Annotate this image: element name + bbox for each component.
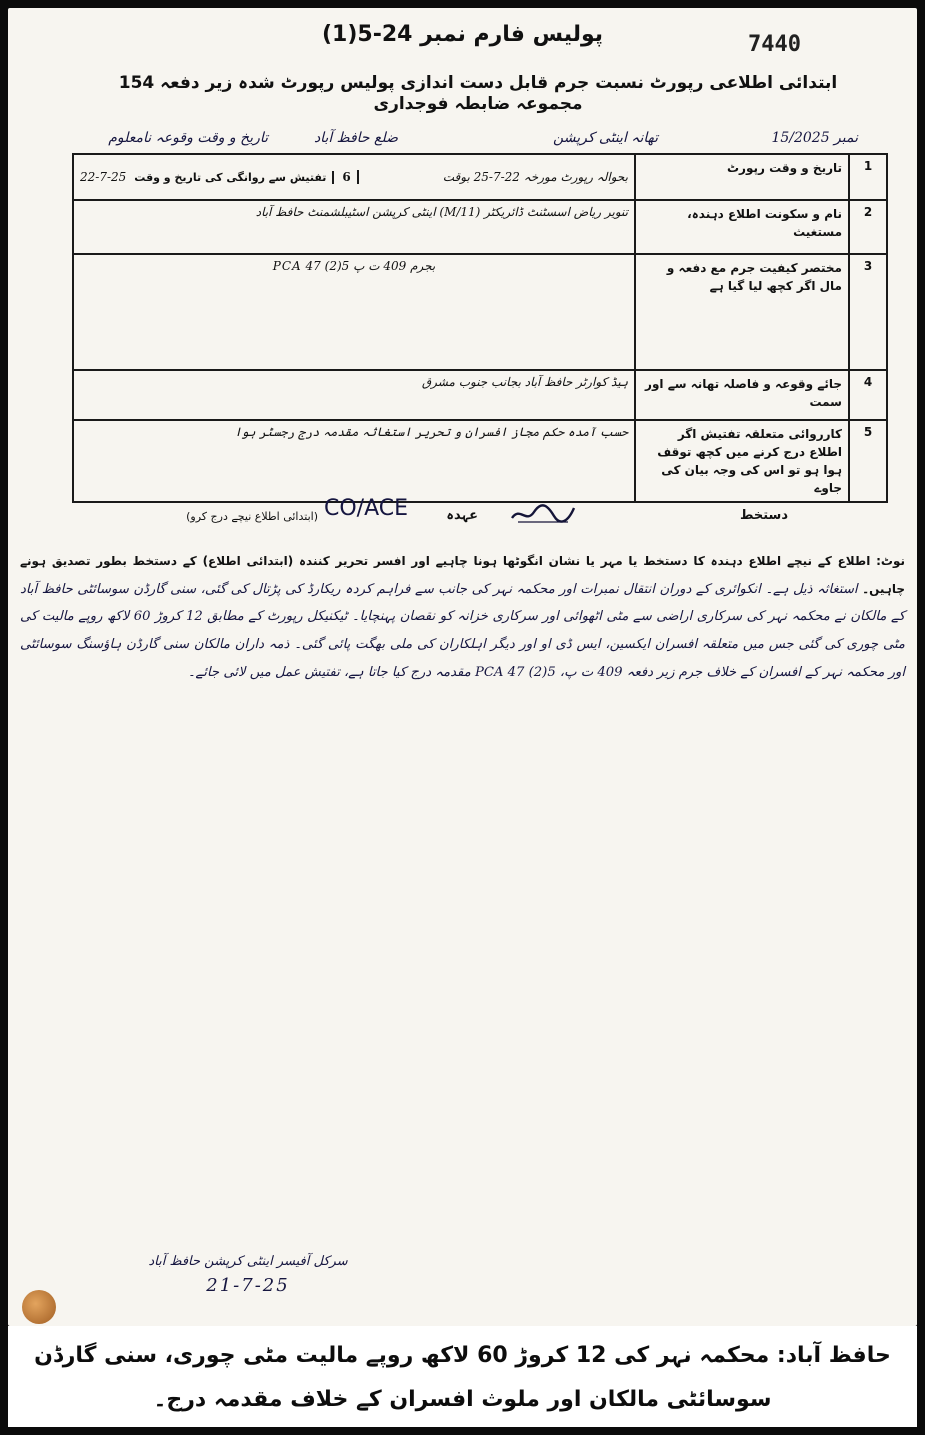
offence-value: بجرم 409 ت پ 5(2) 47 PCA [73,254,635,370]
caption-line-2: سوسائٹی مالکان اور ملوث افسران کے خلاف مقدمہ درج۔ [153,1387,772,1412]
row-value [73,154,635,200]
action-value: حسب آمدہ حکم مجاز افسران و تحریر استغاثہ مقدمہ درج رجسٹر ہوا [73,420,635,502]
table-row [73,254,887,370]
signature-label: دستخط [739,508,788,523]
sub-row-label: تفتیش سے روانگی کی تاریخ و وقت [134,171,334,184]
officer-signature-block [148,1254,348,1296]
fir-number: نمبر 15/2025 [771,130,858,146]
officer-date: 21-7-25 [206,1275,290,1296]
officer-office: سرکل آفیسر اینٹی کرپشن حافظ آباد [148,1254,348,1269]
place-value: ہیڈ کوارٹر حافظ آباد بجانب جنوب مشرق [73,370,635,420]
police-station: تھانہ اینٹی کرپشن [553,130,658,146]
row-label: تاریخ و وقت رپورٹ [635,154,849,200]
row-label: نام و سکونت اطلاع دہندہ، مستغیث [635,200,849,254]
row-number: 4 [849,370,887,420]
row-number: 5 [849,420,887,502]
sub-row-number: 6 [342,170,358,184]
document-subtitle: ابتدائی اطلاعی رپورٹ نسبت جرم قابل دست اندازی پولیس رپورٹ شدہ زیر دفعہ 154 مجموعہ ضابطہ فوجداری [118,73,838,114]
signature-mark [508,502,578,530]
designation-label: عہدہ [446,508,478,523]
report-datetime: بحوالہ رپورٹ مورخہ 22-7-25 بوقت [442,170,628,184]
row-label: جائے وقوعہ و فاصلہ تھانہ سے اور سمت [635,370,849,420]
stamp-icon [22,1290,56,1324]
fir-meta-row [98,124,868,156]
fir-body-text [20,548,905,687]
table-row [73,200,887,254]
table-row [73,420,887,502]
row-number: 3 [849,254,887,370]
occurrence-datetime: تاریخ و وقت وقوعہ نامعلوم [108,130,268,146]
note-body: استغاثہ ذیل ہے۔ انکوائری کے دوران انتقال نمبرات اور محکمہ نہر کی جانب سے فراہم کردہ ریکارڈ کی پڑتال کی گئی، سنی گارڈن سوسائٹی حافظ آباد کے مالکان نے محکمہ نہر کی سرکاری اراضی سے مٹی اٹھوائی اور سرکاری خزانہ کو نقصان پہنچایا۔ ٹیکنیکل رپورٹ کے مطابق 12 کروڑ 60 لاکھ روپے مالیت کی مٹی چوری کی گئی جس میں متعلقہ افسران ایکسین، ایس ڈی او اور دیگر اہلکاران کی ملی بھگت پائی گئی۔ ذمہ داران مالکان سنی گارڈن ہاؤسنگ سوسائٹی اور محکمہ نہر کے افسران کے خلاف جرم زیر دفعہ 409 ت پ، 5(2) 47 PCA مقدمہ درج کیا جاتا ہے، تفتیش عمل میں لائی جائے۔ [20,581,905,680]
caption-line-1: حافظ آباد: محکمہ نہر کی 12 کروڑ 60 لاکھ روپے مالیت مٹی چوری، سنی گارڈن [34,1343,891,1368]
designation-value: CO/ACE [323,496,408,521]
row-label: کارروائی متعلقہ تفتیش اگر اطلاع درج کرنے میں کچھ توقف ہوا ہو تو اس کی وجہ بیان کی جاوے [635,420,849,502]
signature-row [148,496,788,536]
fir-table [72,153,888,503]
news-caption [20,1334,905,1422]
form-number: پولیس فارم نمبر 24-5(1) [321,22,604,47]
row-number: 2 [849,200,887,254]
signature-icon [508,502,578,526]
table-row [73,370,887,420]
row-number: 1 [849,154,887,200]
district: ضلع حافظ آباد [313,130,398,146]
complainant-value: تنویر ریاض اسسٹنٹ ڈائریکٹر (M/11) اینٹی کرپشن اسٹیبلشمنٹ حافظ آباد [73,200,635,254]
dispatch-date: 22-7-25 [80,170,127,184]
table-row [73,154,887,200]
serial-number: 7440 [748,32,801,57]
entry-note: (ابتدائی اطلاع نیچے درج کرو) [186,510,318,523]
note-heading: نوٹ: اطلاع کے نیچے اطلاع دہندہ کا دستخط یا مہر یا نشان انگوٹھا ہونا چاہیے اور افسر تحریر کنندہ (ابتدائی اطلاع) کے دستخط بطور تصدیق ہونے چاہیں۔ [20,554,905,596]
row-label: مختصر کیفیت جرم مع دفعہ و مال اگر کچھ لیا گیا ہے [635,254,849,370]
fir-document [8,8,917,1326]
